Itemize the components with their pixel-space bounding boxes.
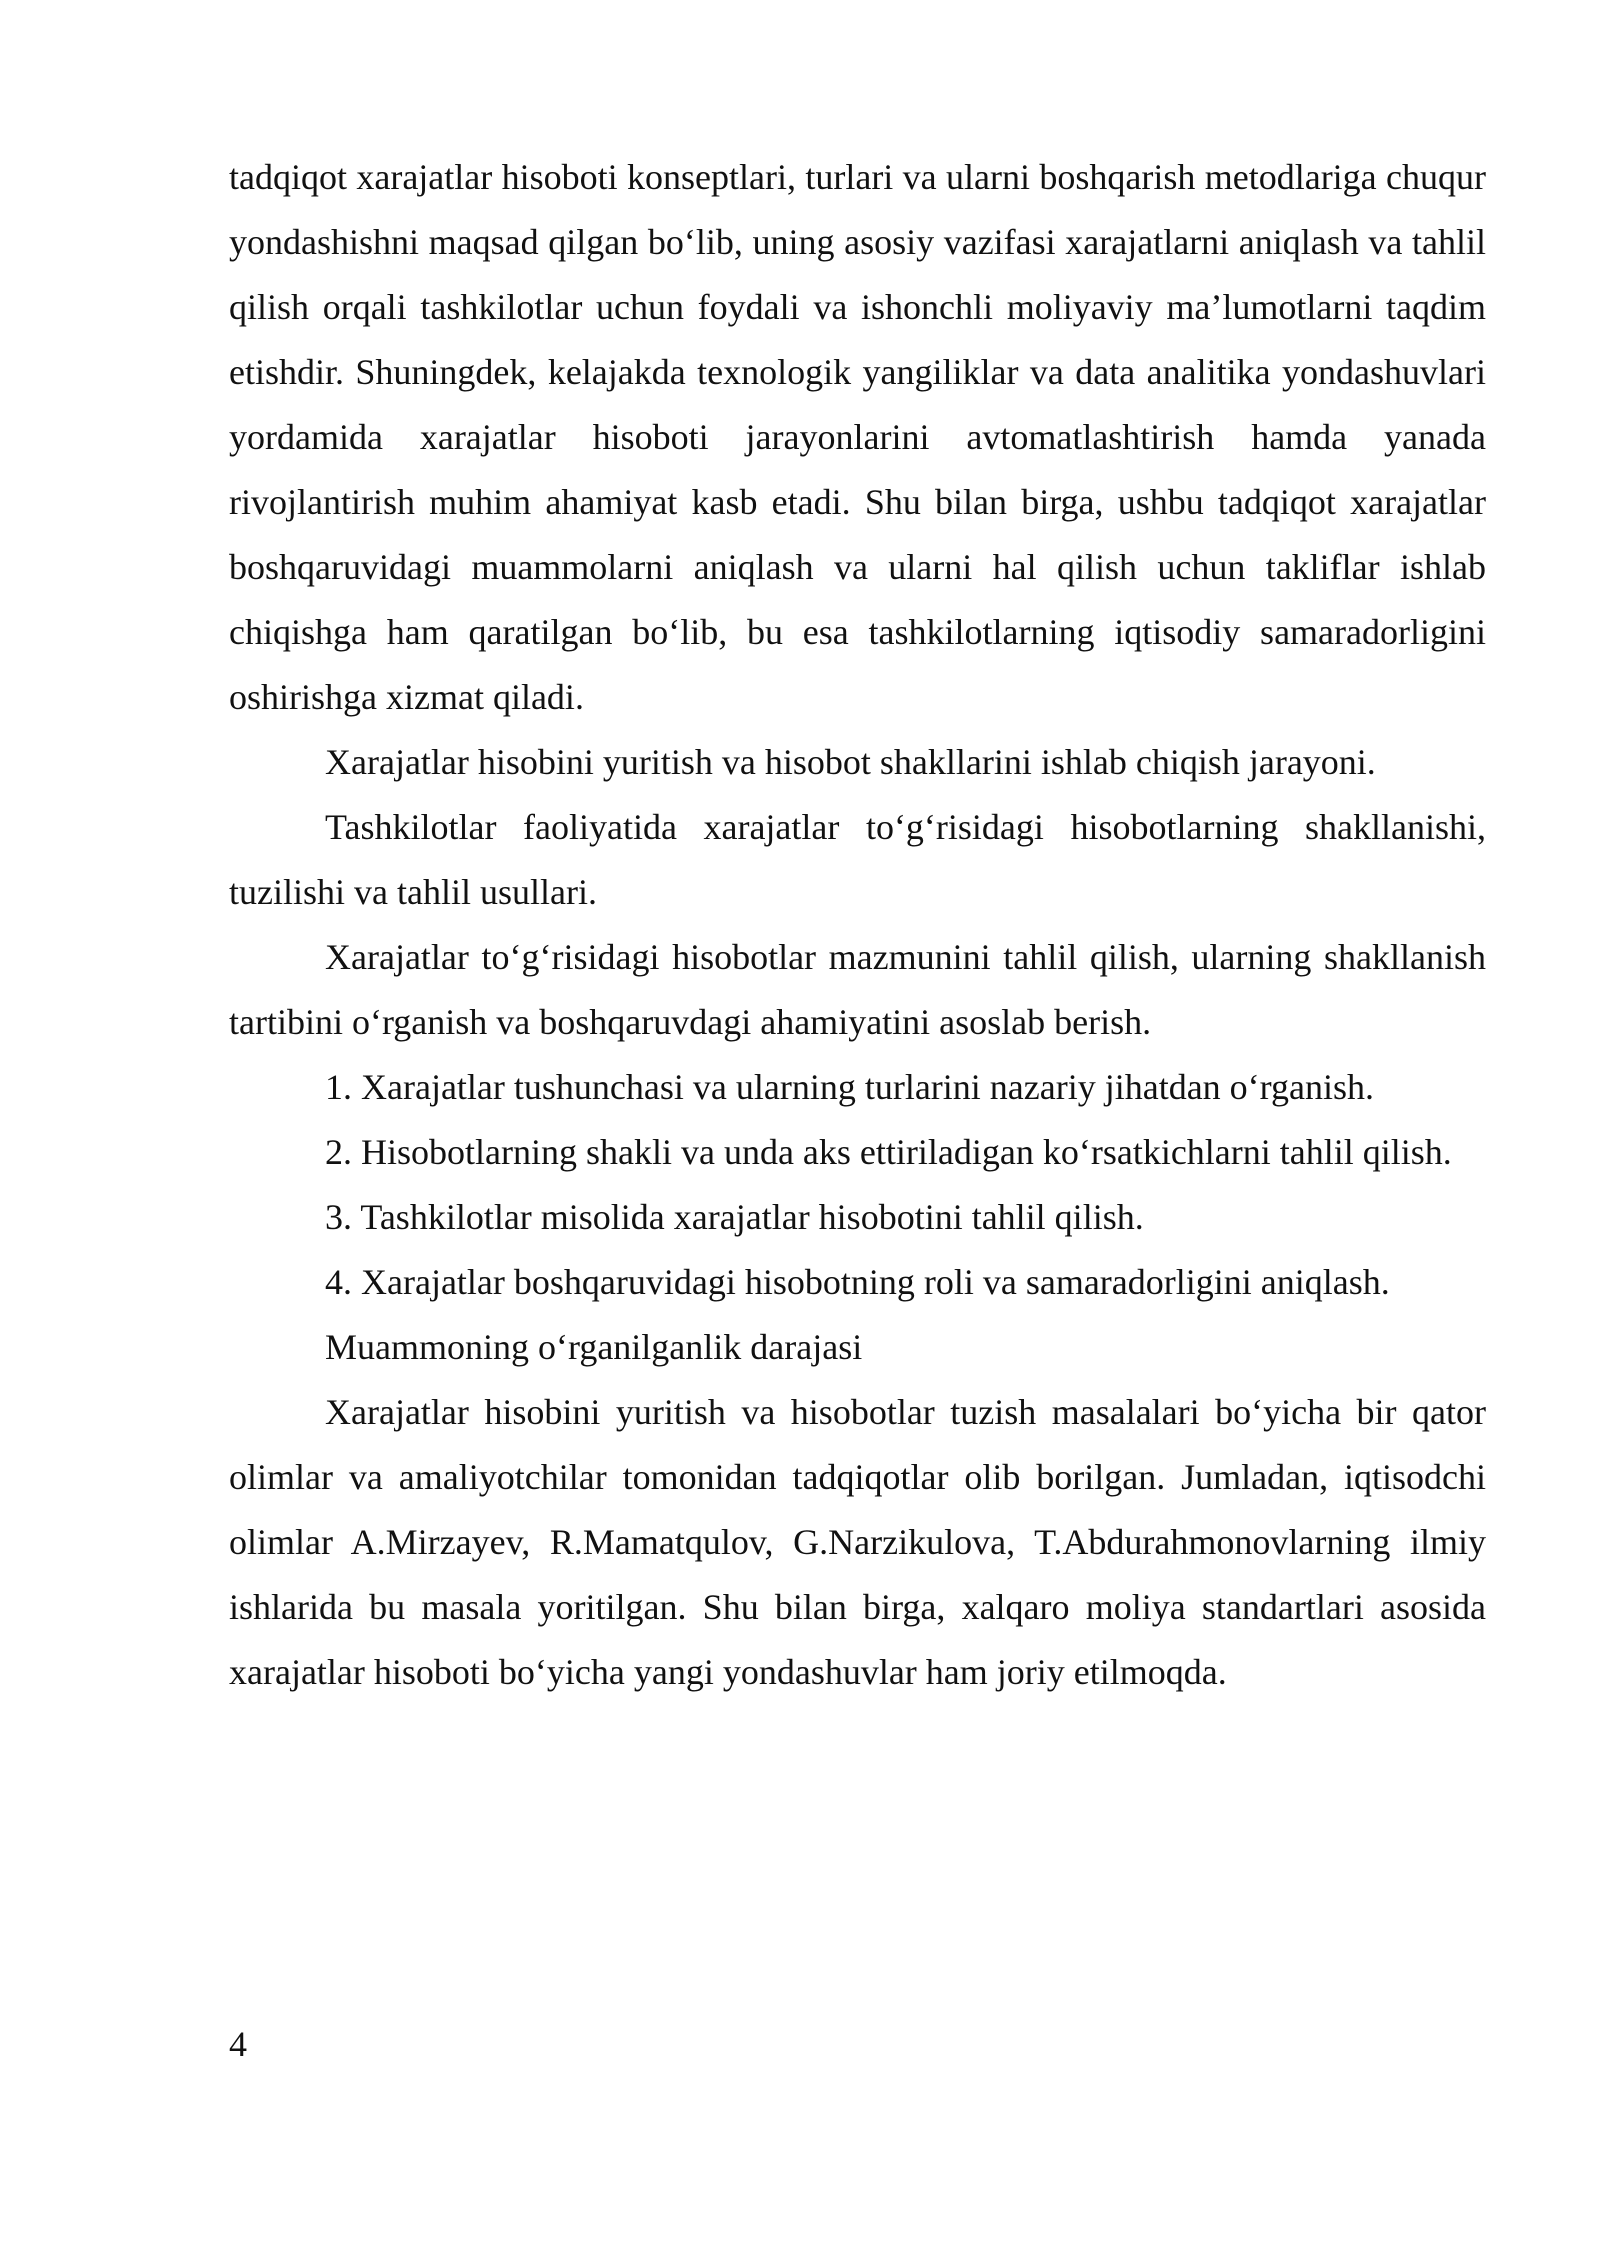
paragraph-research-subject: Xarajatlar hisobini yuritish va hisobot shakllarini ishlab chiqish jarayoni.	[325, 742, 1376, 782]
paragraph-research-object: Tashkilotlar faoliyatida xarajatlar to‘g‘risidagi hisobotlarning shakllanishi, tuzilishi va tahlil usullari.	[229, 807, 1486, 912]
paragraph-research-goal: Xarajatlar to‘g‘risidagi hisobotlar mazmunini tahlil qilish, ularning shakllanish tartibini o‘rganish va boshqaruvdagi ahamiyatini asoslab berish.	[229, 937, 1486, 1042]
paragraph-intro-continuation: tadqiqot xarajatlar hisoboti konseptlari, turlari va ularni boshqarish metodlariga chuqur yondashishni maqsad qilgan bo‘lib, uning asosiy vazifasi xarajatlarni aniqlash va tahlil qilish orqali tashkilotlar uchun foydali va ishonchli moliyaviy ma’lumotlarni taqdim etishdir. Shuningdek, kelajakda texnologik yangiliklar va data analitika yondashuvlari yordamida xarajatlar hisoboti jarayonlarini avtomatlashtirish hamda yanada rivojlantirish muhim ahamiyat kasb etadi. Shu bilan birga, ushbu tadqiqot xarajatlar boshqaruvidagi muammolarni aniqlash va ularni hal qilish uchun takliflar ishlab chiqishga ham qaratilgan bo‘lib, bu esa tashkilotlarning iqtisodiy samaradorligini oshirishga xizmat qiladi.	[229, 157, 1486, 717]
list-item-task-2: 2. Hisobotlarning shakli va unda aks ettiriladigan ko‘rsatkichlarni tahlil qilish.	[325, 1132, 1452, 1172]
list-item-task-1: 1. Xarajatlar tushunchasi va ularning turlarini nazariy jihatdan o‘rganish.	[325, 1067, 1374, 1107]
list-item-task-4: 4. Xarajatlar boshqaruvidagi hisobotning roli va samaradorligini aniqlash.	[325, 1262, 1390, 1302]
list-item-task-3: 3. Tashkilotlar misolida xarajatlar hisobotini tahlil qilish.	[325, 1197, 1144, 1237]
section-heading-study-level: Muammoning o‘rganilganlik darajasi	[325, 1327, 863, 1367]
paragraph-literature-review: Xarajatlar hisobini yuritish va hisobotlar tuzish masalalari bo‘yicha bir qator olimlar va amaliyotchilar tomonidan tadqiqotlar olib borilgan. Jumladan, iqtisodchi olimlar A.Mirzayev, R.Mamatqulov, G.Narzikulova, T.Abdurahmonovlarning ilmiy ishlarida bu masala yoritilgan. Shu bilan birga, xalqaro moliya standartlari asosida xarajatlar hisoboti bo‘yicha yangi yondashuvlar ham joriy etilmoqda.	[229, 1392, 1486, 1692]
page-number: 4	[229, 2024, 247, 2064]
body-text	[229, 145, 1486, 1705]
